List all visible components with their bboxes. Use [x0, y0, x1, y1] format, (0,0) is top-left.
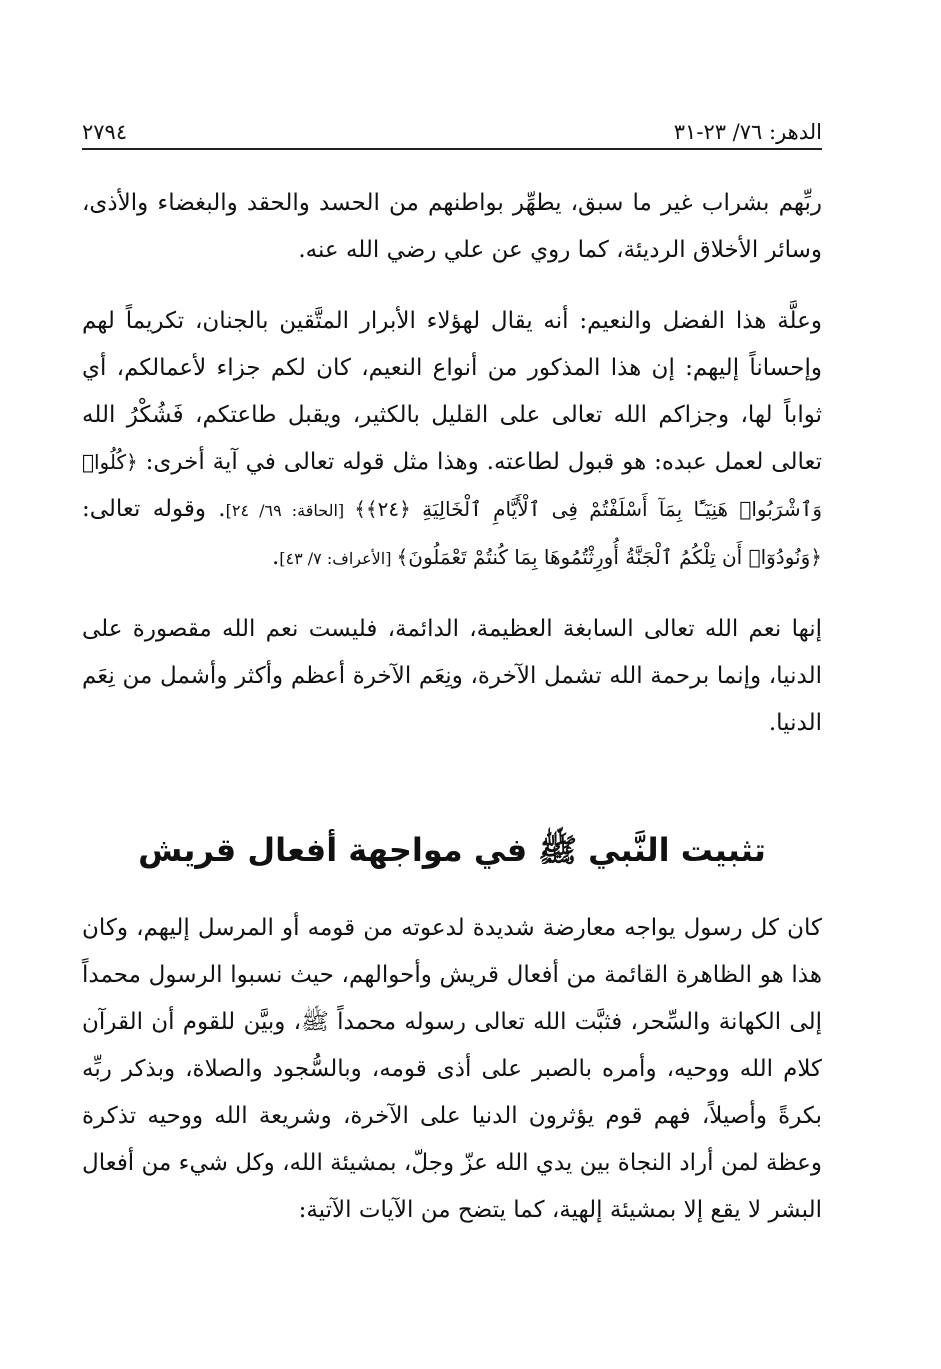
- paragraph-2-mid: . وقوله تعالى:: [82, 496, 226, 522]
- quran-verse-2: ﴿وَنُودُوٓا۟ أَن تِلْكُمُ ٱلْجَنَّةُ أُورِثْتُمُوهَا بِمَا كُنتُمْ تَعْمَلُونَ﴾: [396, 545, 822, 569]
- paragraph-1: ربِّهم بشراب غير ما سبق، يطهِّر بواطنهم من الحسد والحقد والبغضاء والأذى، وسائر الأخلاق الرديئة، كما روي عن علي رضي الله عنه.: [82, 190, 822, 263]
- quran-verse-1: ﴿كُلُوا۟ وَٱشْرَبُوا۟ هَنِيٓـًٔا بِمَآ أَسْلَفْتُمْ فِى ٱلْأَيَّامِ ٱلْخَالِيَةِ ﴿٢٤﴾﴾: [82, 450, 823, 521]
- section-heading: تثبيت النَّبي ﷺ في مواجهة أفعال قريش: [138, 831, 766, 869]
- running-title: الدهر: ٧٦/ ٢٣-٣١: [673, 120, 822, 144]
- verse-reference-1: [الحاقة: ٦٩/ ٢٤]: [225, 501, 355, 520]
- paragraph-4: كان كل رسول يواجه معارضة شديدة لدعوته من قومه أو المرسل إليهم، وكان هذا هو الظاهرة القائمة من أفعال قريش وأحوالهم، حيث نسبوا الرسول محمداً إلى الكهانة والسِّحر، فثبَّت الله تعالى رسوله محمداً ﷺ، وبيَّن للقوم أن القرآن كلام الله ووحيه، وأمره بالصبر على أذى قومه، وبالسُّجود والصلاة، وبذكر ربِّه بكرةً وأصيلاً، فهم قوم يؤثرون الدنيا على الآخرة، وشريعة الله ووحيه تذكرة وعظة لمن أراد النجاة بين يدي الله عزّ وجلّ، بمشيئة الله، وكل شيء من أفعال البشر لا يقع إلا بمشيئة إلهية، كما يتضح من الآيات الآتية:: [82, 915, 822, 1223]
- page-header: [82, 100, 822, 150]
- book-page: [82, 100, 822, 1234]
- page-number: ٢٧٩٤: [82, 120, 128, 144]
- paragraph-2-intro: وعلَّة هذا الفضل والنعيم: أنه يقال لهؤلاء الأبرار المتَّقين بالجنان، تكريماً لهم وإحساناً إليهم: إن هذا المذكور من أنواع النعيم، كان لكم جزاء لأعمالكم، أي ثواباً لها، وجزاكم الله تعالى على القليل بالكثير، ويقبل طاعتكم، فَشُكْرُ الله تعالى لعمل عبده: هو قبول لطاعته. وهذا مثل قوله تعالى في آية أخرى:: [82, 308, 822, 475]
- verse-reference-2: [الأعراف: ٧/ ٤٣]: [279, 549, 397, 568]
- paragraph-2-end: .: [271, 544, 280, 570]
- paragraph-3: إنها نعم الله تعالى السابغة العظيمة، الدائمة، فليست نعم الله مقصورة على الدنيا، وإنما برحمة الله تشمل الآخرة، ونِعَم الآخرة أعظم وأكثر وأشمل من نِعَم الدنيا.: [82, 616, 822, 736]
- paragraph-2: [82, 298, 822, 582]
